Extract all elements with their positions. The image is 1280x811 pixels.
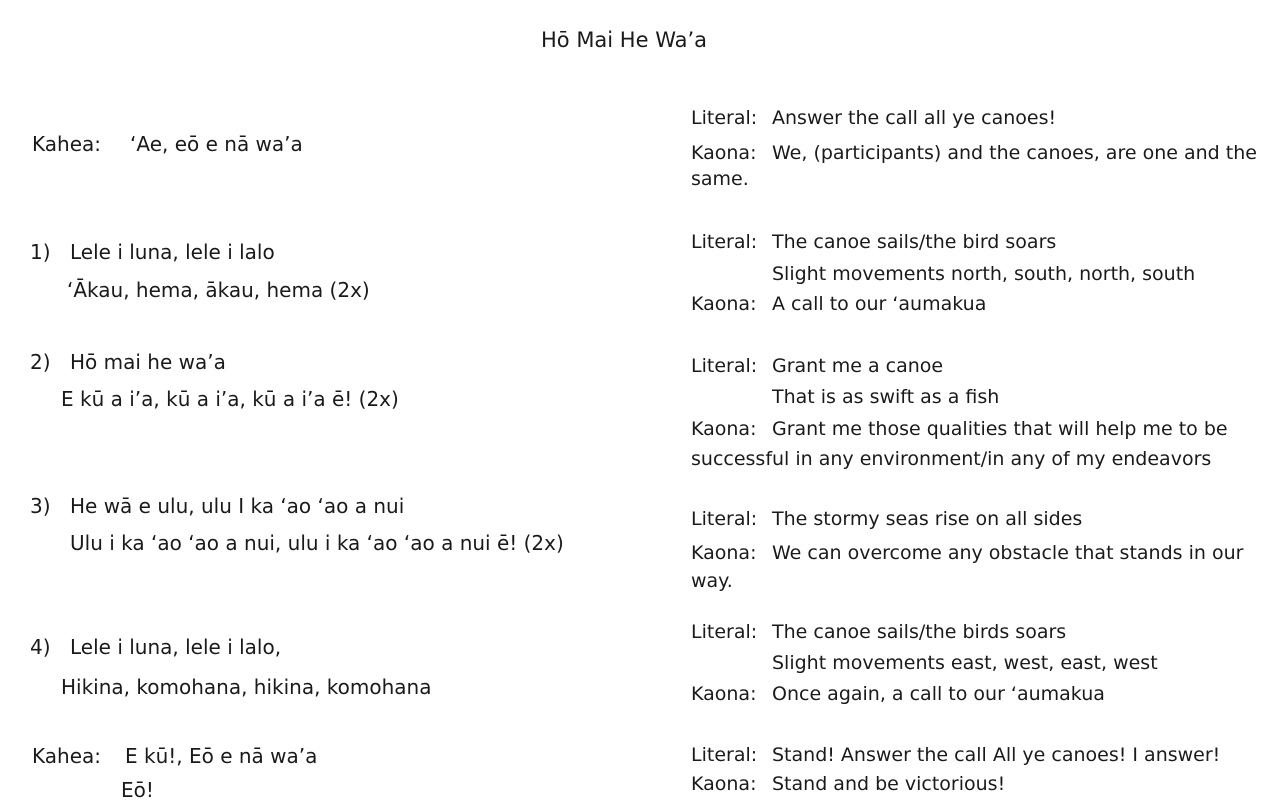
literal-text: That is as swift as a fish [772,386,1000,408]
literal-text: The stormy seas rise on all sides [772,508,1083,530]
kahea-text: E kū!, Eō e nā wa’a [125,744,318,768]
verse-line: Lele i luna, lele i lalo [70,240,275,264]
kaona-label: Kaona: [691,773,757,795]
kaona-label: Kaona: [691,293,757,315]
literal-label: Literal: [691,744,758,766]
verse-number: 1) [30,240,51,264]
kahea-text: Eō! [121,778,154,802]
kaona-label: Kaona: [691,142,757,164]
verse-line: Ulu i ka ‘ao ‘ao a nui, ulu i ka ‘ao ‘ao a nui ē! (2x) [70,531,564,555]
kaona-text: A call to our ‘aumakua [772,293,987,315]
kahea-label: Kahea: [32,132,101,156]
literal-label: Literal: [691,355,758,377]
literal-text: Stand! Answer the call All ye canoes! I answer! [772,744,1221,766]
verse-line: Hikina, komohana, hikina, komohana [61,675,432,699]
literal-text: The canoe sails/the bird soars [772,231,1057,253]
verse-number: 3) [30,494,51,518]
verse-line: E kū a i’a, kū a i’a, kū a i’a ē! (2x) [61,387,399,411]
verse-line: ‘Ākau, hema, ākau, hema (2x) [67,278,370,302]
literal-text: Slight movements east, west, east, west [772,652,1158,674]
kaona-text: We can overcome any obstacle that stands in our [772,542,1244,564]
verse-line: Lele i luna, lele i lalo, [70,635,282,659]
literal-label: Literal: [691,107,758,129]
kaona-text: successful in any environment/in any of my endeavors [691,448,1212,470]
kaona-text: Once again, a call to our ‘aumakua [772,683,1105,705]
literal-text: The canoe sails/the birds soars [772,621,1067,643]
kahea-text: ‘Ae, eō e nā wa’a [130,132,303,156]
kaona-text: We, (participants) and the canoes, are one and the [772,142,1257,164]
verse-number: 4) [30,635,51,659]
verse-line: Hō mai he wa’a [70,350,226,374]
verse-number: 2) [30,350,51,374]
literal-label: Literal: [691,621,758,643]
literal-label: Literal: [691,508,758,530]
kaona-text: way. [691,570,733,592]
kahea-label: Kahea: [32,744,101,768]
kaona-label: Kaona: [691,683,757,705]
page-title: Hō Mai He Wa’a [541,28,708,52]
literal-text: Answer the call all ye canoes! [772,107,1057,129]
kaona-text: same. [691,168,749,190]
verse-line: He wā e ulu, ulu I ka ‘ao ‘ao a nui [70,494,405,518]
kaona-text: Grant me those qualities that will help me to be [772,418,1228,440]
kaona-label: Kaona: [691,418,757,440]
kaona-label: Kaona: [691,542,757,564]
kaona-text: Stand and be victorious! [772,773,1006,795]
literal-text: Grant me a canoe [772,355,944,377]
literal-text: Slight movements north, south, north, south [772,263,1196,285]
literal-label: Literal: [691,231,758,253]
